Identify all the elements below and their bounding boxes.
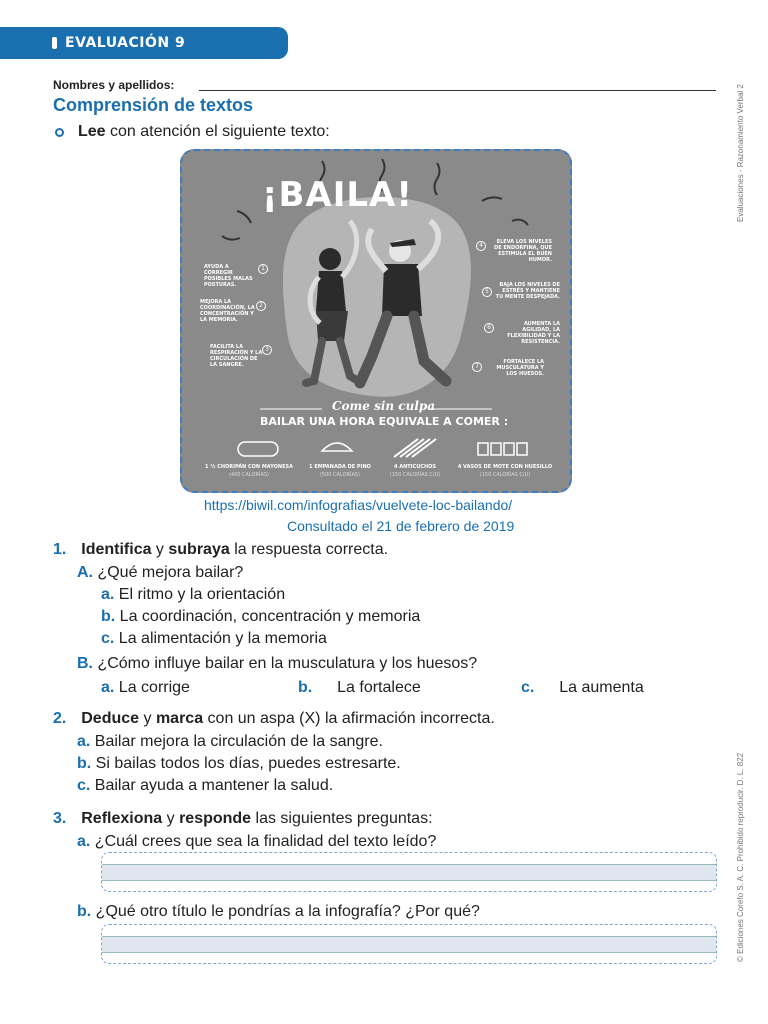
question-1-rest: la respuesta correcta.	[229, 541, 389, 558]
option-letter: a.	[77, 733, 91, 750]
intro-verb: Lee	[78, 123, 106, 140]
option-text: La alimentación y la memoria	[118, 630, 327, 647]
food-kcal-4: (150 CALORÍAS C/U)	[479, 472, 531, 478]
evaluation-title: EVALUACIÓN 9	[65, 35, 186, 51]
option-letter: a.	[101, 679, 115, 696]
infographic-number-3: 3	[262, 345, 272, 355]
question-1-verb2: subraya	[168, 541, 230, 558]
food-kcal-2: (500 CALORÍAS)	[319, 472, 361, 478]
evaluation-header-tab	[0, 27, 288, 59]
option-1b-a[interactable]	[101, 679, 190, 697]
infographic-item-6: AUMENTA LA AGILIDAD, LA FLEXIBILIDAD Y LA RESISTENCIA.	[507, 321, 560, 345]
question-2-verb1: Deduce	[81, 710, 140, 727]
side-series-text: Evaluaciones - Razonamiento Verbal 2	[736, 84, 745, 222]
infographic-item-5: BAJA LOS NIVELES DE ESTRÉS Y MANTIENE TU MENTE DESPEJADA.	[495, 282, 560, 300]
option-1a-a[interactable]	[101, 586, 285, 604]
infographic-item-3: FACILITA LA RESPIRACIÓN Y LA CIRCULACIÓN DE LA SANGRE.	[210, 344, 263, 368]
option-text: Bailar mejora la circulación de la sangre.	[94, 733, 383, 750]
intro-instruction	[53, 123, 330, 141]
dance-infographic	[180, 149, 572, 493]
question-1-mid: y	[151, 541, 169, 558]
question-3-verb1: Reflexiona	[81, 810, 163, 827]
infographic-number-2: 2	[256, 301, 266, 311]
infographic-item-7: FORTALECE LA MUSCULATURA Y LOS HUESOS.	[496, 359, 544, 377]
option-1b-b[interactable]	[298, 679, 421, 697]
infographic-number-4: 4	[476, 241, 486, 251]
food-name-4: 4 VASOS DE MOTE CON HUESILLO	[457, 464, 553, 470]
question-2-mid: y	[139, 710, 156, 727]
option-letter: b.	[77, 755, 92, 772]
question-1b	[77, 655, 477, 673]
option-text: Bailar ayuda a mantener la salud.	[94, 777, 334, 794]
option-1a-c[interactable]	[101, 630, 327, 648]
option-1b-c[interactable]	[521, 679, 644, 697]
question-3a	[77, 833, 436, 851]
infographic-title: ¡BAILA!	[262, 175, 413, 215]
answer-line	[102, 864, 716, 881]
consulted-date: Consultado el 21 de febrero de 2019	[287, 518, 515, 534]
question-2-number: 2.	[53, 710, 67, 727]
infographic-item-1: AYUDA A CORREGIR POSIBLES MALAS POSTURAS.	[204, 264, 253, 288]
infographic-subtitle: BAILAR UNA HORA EQUIVALE A COMER :	[260, 415, 509, 428]
answer-box-3a[interactable]	[101, 852, 717, 892]
option-text: La aumenta	[559, 679, 644, 696]
answer-box-3b[interactable]	[101, 924, 717, 964]
option-2-b[interactable]	[77, 755, 401, 773]
option-letter: c.	[101, 630, 115, 647]
question-2-heading	[53, 710, 495, 728]
option-letter: b.	[298, 679, 313, 696]
option-letter: b.	[101, 608, 116, 625]
question-3-verb2: responde	[179, 810, 252, 827]
option-2-a[interactable]	[77, 733, 383, 751]
question-1-verb1: Identifica	[81, 541, 152, 558]
question-3-number: 3.	[53, 810, 67, 827]
question-1-number: 1.	[53, 541, 67, 558]
question-1a-text: ¿Qué mejora bailar?	[97, 564, 244, 581]
food-name-2: 1 EMPANADA DE PINO	[309, 464, 371, 470]
food-kcal-1: (400 CALORÍAS)	[228, 472, 270, 478]
option-2-c[interactable]	[77, 777, 333, 795]
question-1a	[77, 564, 243, 582]
option-letter: c.	[77, 777, 91, 794]
question-3-heading	[53, 810, 433, 828]
infographic-cursive-text: Come sin culpa	[332, 399, 436, 413]
source-link[interactable]: https://biwil.com/infografias/vuelvete-loc-bailando/	[204, 497, 513, 513]
option-text: La coordinación, concentración y memoria	[119, 608, 421, 625]
question-1b-letter: B.	[77, 655, 93, 672]
question-1b-text: ¿Cómo influye bailar en la musculatura y los huesos?	[97, 655, 478, 672]
question-3b-text: ¿Qué otro título le pondrías a la infografía? ¿Por qué?	[95, 903, 480, 920]
option-text: La corrige	[118, 679, 190, 696]
question-1-heading	[53, 541, 388, 559]
question-3b-letter: b.	[77, 903, 92, 920]
bullet-circle-icon	[55, 128, 64, 137]
question-3-rest: las siguientes preguntas:	[251, 810, 433, 827]
question-2-rest: con un aspa (X) la afirmación incorrecta.	[203, 710, 495, 727]
option-text: El ritmo y la orientación	[118, 586, 286, 603]
infographic-number-1: 1	[258, 264, 268, 274]
infographic-item-2: MEJORA LA COORDINACIÓN, LA CONCENTRACIÓN Y LA MEMORIA.	[200, 299, 255, 323]
option-text: La fortalece	[337, 679, 421, 696]
question-3-mid: y	[162, 810, 180, 827]
food-name-3: 4 ANTICUCHOS	[394, 464, 436, 470]
food-name-1: 1 ½ CHORIPÁN CON MAYONESA	[205, 464, 293, 470]
side-copyright-text: © Ediciones Corefo S. A. C. Prohibido reproducir. D. L. 822	[736, 752, 745, 962]
infographic-number-5: 5	[482, 287, 492, 297]
option-1a-b[interactable]	[101, 608, 420, 626]
infographic-number-6: 6	[484, 323, 494, 333]
option-letter: c.	[521, 679, 535, 696]
answer-line	[102, 936, 716, 953]
infographic-item-4: ELEVA LOS NIVELES DE ENDORFINA, QUE ESTIMULA EL BUEN HUMOR.	[494, 239, 552, 263]
option-letter: a.	[101, 586, 115, 603]
question-1a-letter: A.	[77, 564, 93, 581]
infographic-number-7: 7	[472, 362, 482, 372]
section-title: Comprensión de textos	[53, 95, 254, 115]
food-kcal-3: (150 CALORÍAS C/U)	[389, 472, 441, 478]
name-label: Nombres y apellidos:	[53, 78, 175, 92]
option-text: Si bailas todos los días, puedes estresarte.	[95, 755, 401, 772]
question-3a-text: ¿Cuál crees que sea la finalidad del texto leído?	[94, 833, 437, 850]
header-bar-mark	[52, 37, 57, 49]
question-3b	[77, 903, 480, 921]
intro-text: con atención el siguiente texto:	[105, 123, 330, 140]
name-input-line[interactable]	[199, 90, 716, 91]
question-3a-letter: a.	[77, 833, 91, 850]
question-2-verb2: marca	[155, 710, 204, 727]
